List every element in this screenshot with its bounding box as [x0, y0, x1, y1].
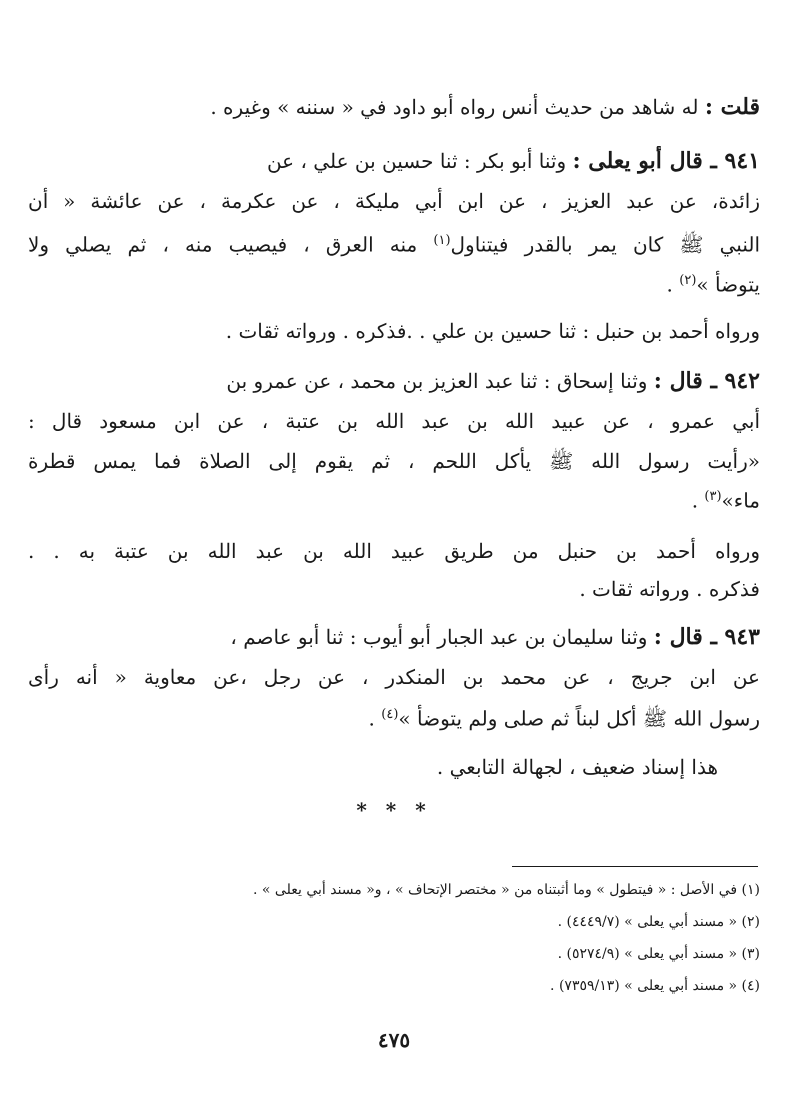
footnote-2: (٢) « مسند أبي يعلى » (٤٤٤٩/٧) . [557, 914, 760, 930]
hadith-941-line-3 [28, 226, 760, 260]
hadith-941-text-3a: النبي ﷺ كان يمر بالقدر فيتناول [450, 232, 760, 257]
footnote-3: (٣) « مسند أبي يعلى » (٥٢٧٤/٩) . [557, 946, 760, 962]
hadith-943-heading: ٩٤٣ ـ قال : [653, 624, 760, 650]
ahmad-narration-2-line-2: فذكره . ورواته ثقات . [579, 577, 760, 601]
hadith-943-text-3a: رسول الله ﷺ أكل لبناً ثم صلى ولم يتوضأ » [398, 706, 760, 731]
comment-label: قلت : [704, 94, 760, 120]
hadith-941-text-4a: يتوضأ » [696, 272, 760, 297]
footnote-ref-1: (١) [433, 233, 451, 248]
footnote-ref-4: (٤) [381, 707, 399, 722]
hadith-941-line-2: زائدة، عن عبد العزيز ، عن ابن أبي مليكة ، عن عكرمة ، عن عائشة « أن [28, 189, 760, 213]
weak-chain-note: هذا إسناد ضعيف ، لجهالة التابعي . [436, 755, 718, 779]
comment-text: له شاهد من حديث أنس رواه أبو داود في « سننه » وغيره . [210, 95, 699, 119]
hadith-941-line-1 [150, 146, 760, 176]
footnote-1: (١) في الأصل : « فيتطول » وما أثبتناه من « مختصر الإتحاف » ، و« مسند أبي يعلى » . [253, 882, 760, 898]
footnote-4: (٤) « مسند أبي يعلى » (٧٣٥٩/١٣) . [550, 978, 760, 994]
hadith-943-line-3 [160, 700, 760, 734]
hadith-943-line-1 [150, 622, 760, 652]
ahmad-narration-2-line-1: ورواه أحمد بن حنبل من طريق عبيد الله بن عبد الله بن عتبة به . . [28, 539, 760, 563]
footnote-ref-2: (٢) [679, 273, 697, 288]
footnote-divider [512, 866, 758, 867]
hadith-941-text-3b: منه العرق ، فيصيب منه ، ثم يصلي ولا [28, 232, 418, 257]
hadith-943-line-2: عن ابن جريج ، عن محمد بن المنكدر ، عن رجل ،عن معاوية « أنه رأى [28, 665, 760, 689]
hadith-942-line-3: «رأيت رسول الله ﷺ يأكل اللحم ، ثم يقوم إلى الصلاة فما يمس قطرة [28, 449, 760, 473]
hadith-941-heading: ٩٤١ ـ قال أبو يعلى : [572, 148, 760, 174]
hadith-942-line-2: أبي عمرو ، عن عبيد الله بن عبد الله بن عتبة ، عن ابن مسعود قال : [28, 409, 760, 433]
hadith-942-text-1: وثنا إسحاق : ثنا عبد العزيز بن محمد ، عن عمرو بن [226, 369, 648, 393]
hadith-942-text-4a: ماء» [721, 488, 760, 513]
hadith-942-text-4b: . [691, 488, 699, 513]
ahmad-narration-1: ورواه أحمد بن حنبل : ثنا حسين بن علي . .فذكره . ورواته ثقات . [225, 319, 760, 343]
hadith-941-line-4 [160, 266, 760, 300]
hadith-943-text-3b: . [368, 706, 375, 731]
hadith-941-text-4b: . [666, 272, 673, 297]
hadith-942-line-1 [150, 366, 760, 396]
hadith-941-text-1: وثنا أبو بكر : ثنا حسين بن علي ، عن [266, 149, 567, 173]
hadith-942-line-4 [160, 482, 760, 516]
page-number: ٤٧٥ [377, 1028, 411, 1052]
section-separator: * * * [356, 798, 432, 822]
comment-line [150, 92, 760, 122]
footnote-ref-3: (٣) [704, 489, 722, 504]
hadith-943-text-1: وثنا سليمان بن عبد الجبار أبو أيوب : ثنا أبو عاصم ، [230, 625, 648, 649]
hadith-942-heading: ٩٤٢ ـ قال : [653, 368, 760, 394]
